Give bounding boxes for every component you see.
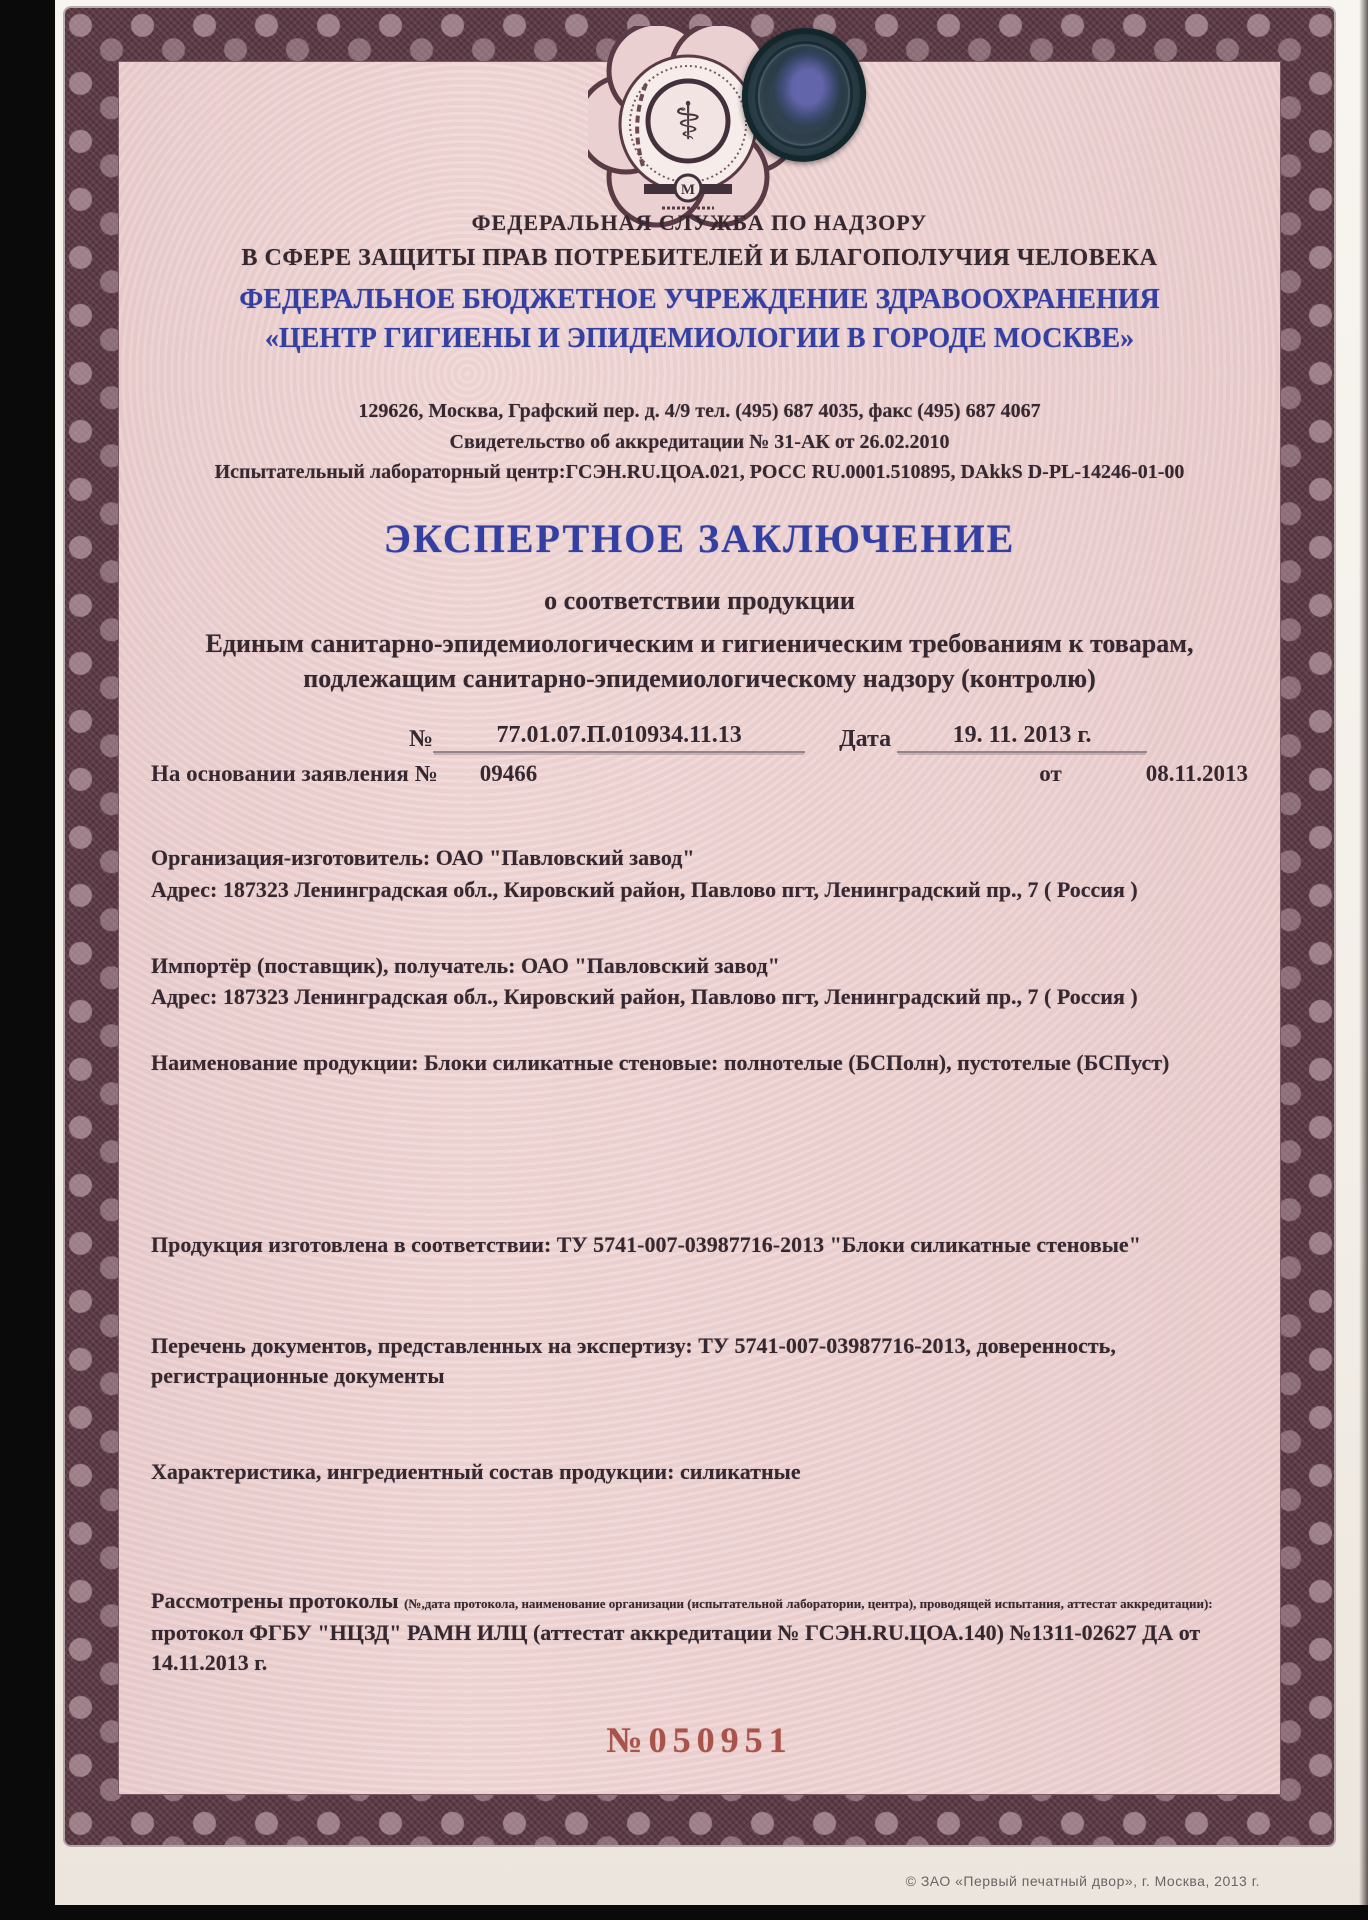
importer-address: Адрес: 187323 Ленинградская обл., Кировский район, Павлово пгт, Ленинградский пр., 7 ( Россия ) xyxy=(151,984,1138,1010)
application-from-date: 08.11.2013 xyxy=(1145,761,1248,787)
importer-line xyxy=(151,951,1248,981)
number-date-row xyxy=(151,722,1248,753)
manufacturer-label: Организация-изготовитель: xyxy=(151,845,431,871)
medical-staff-icon: ⚕ xyxy=(673,92,702,152)
characteristic-line xyxy=(151,1457,1248,1487)
scanned-certificate-page xyxy=(55,0,1368,1905)
product-value: Блоки силикатные стеновые: полнотелые (БСПолн), пустотелые (БСПуст) xyxy=(424,1049,1170,1075)
application-row xyxy=(151,761,1248,787)
protocols-label: Рассмотрены протоколы xyxy=(151,1588,399,1614)
guilloche-border-frame xyxy=(65,8,1334,1845)
product-name-line xyxy=(151,1048,1248,1078)
title-subline-3: подлежащим санитарно-эпидемиологическому надзору (контролю) xyxy=(303,664,1096,694)
made-according-line xyxy=(151,1230,1248,1260)
manufacturer-line xyxy=(151,843,1248,873)
institution-address: 129626, Москва, Графский пер. д. 4/9 тел. (495) 687 4035, факс (495) 687 4067 xyxy=(358,400,1041,423)
certificate-body-area xyxy=(118,61,1281,1795)
expertise-number: 77.01.07.П.010934.11.13 xyxy=(433,722,805,753)
title-subline-1: о соответствии продукции xyxy=(544,586,855,616)
documents-value: ТУ 5741-007-03987716-2013, доверенность, регистрационные документы xyxy=(151,1333,1116,1388)
scan-edge-shadow xyxy=(1359,0,1368,1905)
expertise-date: 19. 11. 2013 г. xyxy=(897,722,1147,753)
protocols-line xyxy=(151,1586,1248,1616)
document-title: ЭКСПЕРТНОЕ ЗАКЛЮЧЕНИЕ xyxy=(383,516,1016,562)
characteristic-value: силикатные xyxy=(679,1458,801,1484)
characteristic-label: Характеристика, ингредиентный состав продукции: xyxy=(151,1458,675,1484)
application-from-label: от xyxy=(1039,761,1062,787)
printer-credit: © ЗАО «Первый печатный двор», г. Москва, 2013 г. xyxy=(905,1873,1260,1889)
documents-label: Перечень документов, представленных на экспертизу: xyxy=(151,1333,693,1359)
blank-serial-number: №050951 xyxy=(606,1720,793,1761)
documents-line xyxy=(151,1331,1248,1390)
product-label: Наименование продукции: xyxy=(151,1049,419,1075)
application-number: 09466 xyxy=(479,761,538,787)
agency-name-line2: В СФЕРЕ ЗАЩИТЫ ПРАВ ПОТРЕБИТЕЛЕЙ И БЛАГОПОЛУЧИЯ ЧЕЛОВЕКА xyxy=(241,245,1158,272)
institution-name-line1: ФЕДЕРАЛЬНОЕ БЮДЖЕТНОЕ УЧРЕЖДЕНИЕ ЗДРАВООХРАНЕНИЯ xyxy=(239,284,1160,316)
protocols-note: (№,дата протокола, наименование организации (испытательной лаборатории, центра), проводящей испытания, аттестат аккредитации): xyxy=(404,1596,1213,1612)
date-label: Дата xyxy=(839,726,892,753)
agency-name-line1: ФЕДЕРАЛЬНАЯ СЛУЖБА ПО НАДЗОРУ xyxy=(471,210,928,235)
certificate-content xyxy=(119,62,1280,1794)
seal-monogram: M xyxy=(680,182,695,198)
protocols-value: протокол ФГБУ "НЦЗД" РАМН ИЛЦ (аттестат аккредитации № ГСЭН.RU.ЦОА.140) №1311-02627 ДА от 14.11.2013 г. xyxy=(151,1620,1201,1675)
scan-black-edge-bottom xyxy=(0,1905,1368,1920)
application-label: На основании заявления № xyxy=(151,761,438,787)
importer-label: Импортёр (поставщик), получатель: xyxy=(151,952,516,978)
number-label: № xyxy=(409,726,434,753)
institution-name-line2: «ЦЕНТР ГИГИЕНЫ И ЭПИДЕМИОЛОГИИ В ГОРОДЕ МОСКВЕ» xyxy=(264,322,1135,354)
title-subline-2: Единым санитарно-эпидемиологическим и гигиеническим требованиям к товарам, xyxy=(205,628,1194,658)
scan-black-edge-left xyxy=(0,0,55,1920)
made-according-value: ТУ 5741-007-03987716-2013 "Блоки силикатные стеновые" xyxy=(556,1231,1141,1257)
manufacturer-address: Адрес: 187323 Ленинградская обл., Кировский район, Павлово пгт, Ленинградский пр., 7 ( Россия ) xyxy=(151,876,1138,902)
manufacturer-value: ОАО "Павловский завод" xyxy=(435,845,695,871)
testing-lab-center: Испытательный лабораторный центр:ГСЭН.RU.ЦОА.021, РОСС RU.0001.510895, DAkkS D-PL-14246-01-00 xyxy=(214,461,1185,484)
made-according-label: Продукция изготовлена в соответствии: xyxy=(151,1231,552,1257)
accreditation-certificate: Свидетельство об аккредитации № 31-АК от 26.02.2010 xyxy=(449,431,950,454)
importer-value: ОАО "Павловский завод" xyxy=(520,952,780,978)
